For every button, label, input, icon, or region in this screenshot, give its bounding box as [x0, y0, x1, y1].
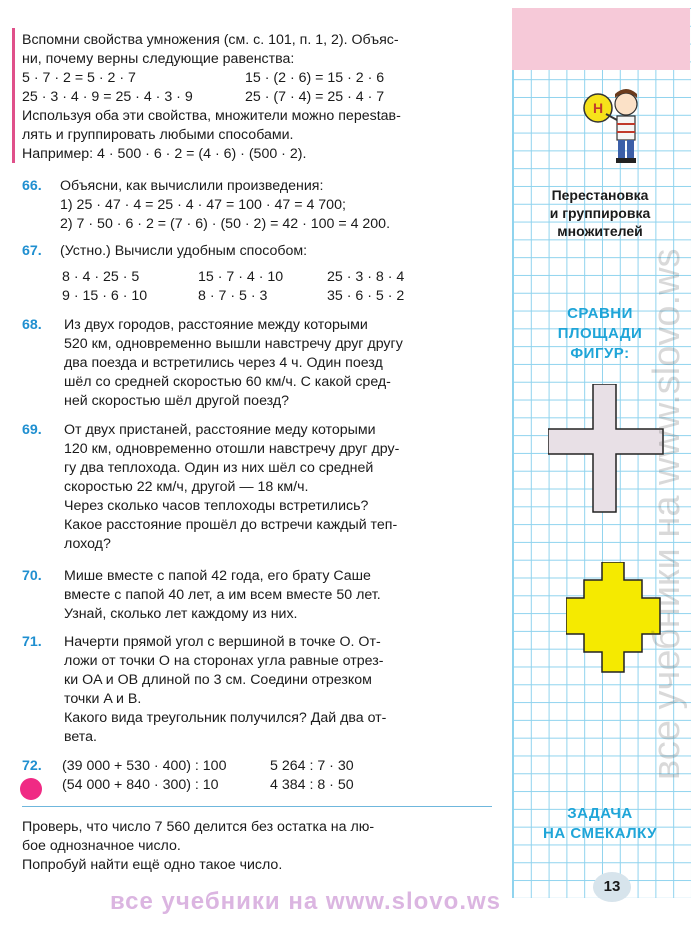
expression: (39 000 + 530 · 400) : 100 — [62, 758, 227, 774]
page-number: 13 — [593, 872, 631, 902]
expression: 15 · 7 · 4 · 10 — [198, 269, 284, 285]
task-line: От двух пристаней, расстояние меду которыми — [64, 422, 376, 438]
task-number: 70. — [22, 568, 42, 584]
expression: 8 · 7 · 5 · 3 — [198, 288, 268, 304]
task-line: Через сколько часов теплоходы встретились? — [64, 498, 369, 514]
intro-line: лять и группировать любыми способами. — [22, 127, 294, 143]
sidebar-topic-title — [520, 186, 680, 240]
intro-line: Используя оба эти свойства, множители можно переstав- — [22, 108, 401, 124]
puzzle-heading — [520, 804, 680, 844]
compare-line: ФИГУР: — [570, 345, 630, 362]
task-line: Мише вместе с папой 42 года, его брату Саше — [64, 568, 371, 584]
footer-task-line: Проверь, что число 7 560 делится без остатка на лю- — [22, 819, 375, 835]
task-line: лоход? — [64, 536, 111, 552]
equality: 25 · (7 · 4) = 25 · 4 · 7 — [245, 89, 385, 105]
task-line: вета. — [64, 729, 97, 745]
task-line: Какое расстояние прошёл до встречи каждый теп- — [64, 517, 398, 533]
task-line: вместе с папой 40 лет, а им всем вместе 50 лет. — [64, 587, 381, 603]
task-line: 1) 25 · 47 · 4 = 25 · 4 · 47 = 100 · 47 = 4 700; — [60, 197, 346, 213]
expression: (54 000 + 840 · 300) : 10 — [62, 777, 219, 793]
expression: 9 · 15 · 6 · 10 — [62, 288, 148, 304]
task-line: два поезда и встретились через 4 ч. Один поезд — [64, 355, 383, 371]
puzzle-line: НА СМЕКАЛКУ — [542, 825, 658, 842]
expression: 4 384 : 8 · 50 — [270, 777, 354, 793]
expression: 35 · 6 · 5 · 2 — [327, 288, 405, 304]
expression: 8 · 4 · 25 · 5 — [62, 269, 140, 285]
intro-line: ни, почему верны следующие равенства: — [22, 51, 295, 67]
task-line: скоростью 22 км/ч, другой — 18 км/ч. — [64, 479, 309, 495]
footer-task-line: бое однозначное число. — [22, 838, 181, 854]
task-number: 69. — [22, 422, 42, 438]
intro-line: Например: 4 · 500 · 6 · 2 = (4 · 6) · (500 · 2). — [22, 146, 307, 162]
compare-line: СРАВНИ — [567, 305, 633, 322]
task-line: 2) 7 · 50 · 6 · 2 = (7 · 6) · (50 · 2) = 42 · 100 = 4 200. — [60, 216, 391, 232]
puzzle-line: ЗАДАЧА — [567, 805, 633, 822]
intro-line: Вспомни свойства умножения (см. с. 101, п. 1, 2). Объяс- — [22, 32, 399, 48]
task-number: 67. — [22, 243, 42, 259]
task-line: Начерти прямой угол с вершиной в точке O. От- — [64, 634, 381, 650]
task-line: 120 км, одновременно отошли навстречу друг дру- — [64, 441, 400, 457]
task-line: Объясни, как вычислили произведения: — [60, 178, 324, 194]
side-watermark: все учебники на www.slovo.ws — [646, 248, 688, 780]
bottom-watermark: все учебники на www.slovo.ws — [110, 888, 501, 915]
sidebar-topic-line: множителей — [557, 223, 643, 239]
task-line: Узнай, сколько лет каждому из них. — [64, 606, 298, 622]
pink-marker-dot — [20, 778, 42, 800]
task-line: Какого вида треугольник получился? Дай два от- — [64, 710, 387, 726]
compare-line: ПЛОЩАДИ — [557, 325, 643, 342]
sidebar-topic-line: и группировка — [549, 205, 651, 221]
expression: 5 264 : 7 · 30 — [270, 758, 354, 774]
sidebar-top-band — [512, 8, 690, 70]
task-line: 520 км, одновременно вышли навстречу друг другу — [64, 336, 403, 352]
footer-divider — [22, 806, 492, 807]
expression: 25 · 3 · 8 · 4 — [327, 269, 405, 285]
task-line: точки A и B. — [64, 691, 142, 707]
equality: 25 · 3 · 4 · 9 = 25 · 4 · 3 · 9 — [22, 89, 193, 105]
task-line: Из двух городов, расстояние между которыми — [64, 317, 368, 333]
footer-task-line: Попробуй найти ещё одно такое число. — [22, 857, 283, 873]
task-number: 68. — [22, 317, 42, 333]
task-number: 71. — [22, 634, 42, 650]
task-number: 66. — [22, 178, 42, 194]
task-line: ки OA и OB длиной по 3 см. Соедини отрезком — [64, 672, 372, 688]
task-line: ложи от точки O на сторонах угла равные отрез- — [64, 653, 384, 669]
task-line: шёл со средней скоростью 60 км/ч. С какой сред- — [64, 374, 391, 390]
sidebar-topic-line: Перестановка — [551, 187, 649, 203]
mascot-letter: Н — [592, 100, 604, 116]
task-line: ней скоростью шёл другой поезд? — [64, 393, 290, 409]
equality: 15 · (2 · 6) = 15 · 2 · 6 — [245, 70, 385, 86]
equality: 5 · 7 · 2 = 5 · 2 · 7 — [22, 70, 136, 86]
task-line: гу два теплохода. Один из них шёл со средней — [64, 460, 374, 476]
task-number: 72. — [22, 758, 42, 774]
task-line: (Устно.) Вычисли удобным способом: — [60, 243, 308, 259]
mascot-illustration — [580, 84, 650, 174]
intro-marker-bar — [12, 28, 15, 163]
